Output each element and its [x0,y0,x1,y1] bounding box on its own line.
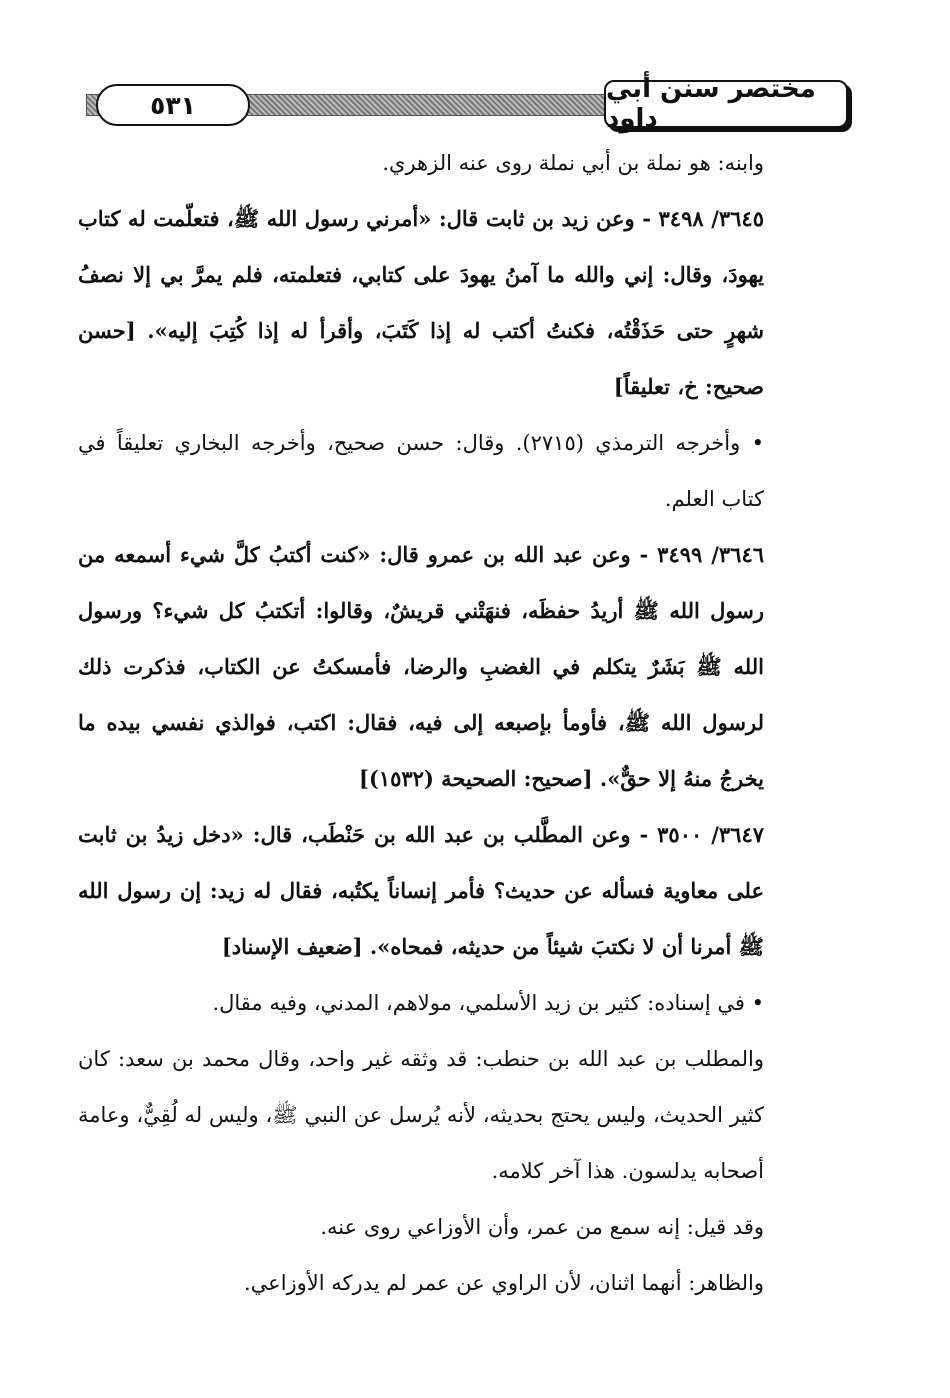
zahir-note: والظاهر: أنهما اثنان، لأن الراوي عن عمر لم يدركه الأوزاعي. [243,1271,764,1295]
hadith-3647: ٣٦٤٧/ ٣٥٠٠ - وعن المطَّلب بن عبد الله بن حَنْطَب، قال: «دخل زيدُ بن ثابت على معاوية فسأله عن حديث؟ فأمر إنساناً يكتُبه، فقال له زيد: إن رسول الله ﷺ أمرنا أن لا نكتبَ شيئاً من حديثه، فمحاه». [ضعيف الإسناد] [78,822,765,959]
qila-note: وقد قيل: إنه سمع من عمر، وأن الأوزاعي روى عنه. [320,1215,764,1239]
page-header [80,74,852,134]
muttalib-note: والمطلب بن عبد الله بن حنطب: قد وثقه غير واحد، وقال محمد بن سعد: كان كثير الحديث، وليس يحتج بحديثه، لأنه يُرسل عن النبي ﷺ، وليس له لُقِيٌّ، وعامة أصحابه يدلسون. هذا آخر كلامه. [78,1047,764,1183]
paragraph-1: وابنه: هو نملة بن أبي نملة روى عنه الزهري. [382,151,764,175]
hadith-3646: ٣٦٤٦/ ٣٤٩٩ - وعن عبد الله بن عمرو قال: «كنت أكتبُ كلَّ شيء أسمعه من رسول الله ﷺ أريدُ حفظَه، فنهَتْني قريشٌ، وقالوا: أتكتبُ كل شيء؟ ورسول الله ﷺ بَشَرٌ يتكلم في الغضبِ والرضا، فأمسكتُ عن الكتاب، فذكرت ذلك لرسول الله ﷺ، فأومأ بإصبعه إلى فيه، فقال: اكتب، فوالذي نفسي بيده ما يخرجُ منهُ إلا حقٌّ». [صحيح: الصحيحة (١٥٣٢)] [78,542,765,791]
isnad-note: • في إسناده: كثير بن زيد الأسلمي، مولاهم، المدني، وفيه مقال. [212,991,764,1015]
page-body [78,135,850,1311]
book-title: مختصر سنن أبي داود [604,80,848,128]
takhrij-3645: • وأخرجه الترمذي (٢٧١٥). وقال: حسن صحيح، وأخرجه البخاري تعليقاً في كتاب العلم. [78,431,764,511]
page-number: ٥٣١ [96,84,250,126]
hadith-3645: ٣٦٤٥/ ٣٤٩٨ - وعن زيد بن ثابت قال: «أمرني رسول الله ﷺ، فتعلّمت له كتاب يهودَ، وقال: إني والله ما آمنُ يهودَ على كتابي، فتعلمته، فلم يمرَّ بي إلا نصفُ شهرٍ حتى حَذَقْتُه، فكنتُ أكتب له إذا كَتَبَ، وأقرأ له إذا كُتِبَ إليه». [حسن صحيح: خ، تعليقاً] [78,206,764,399]
